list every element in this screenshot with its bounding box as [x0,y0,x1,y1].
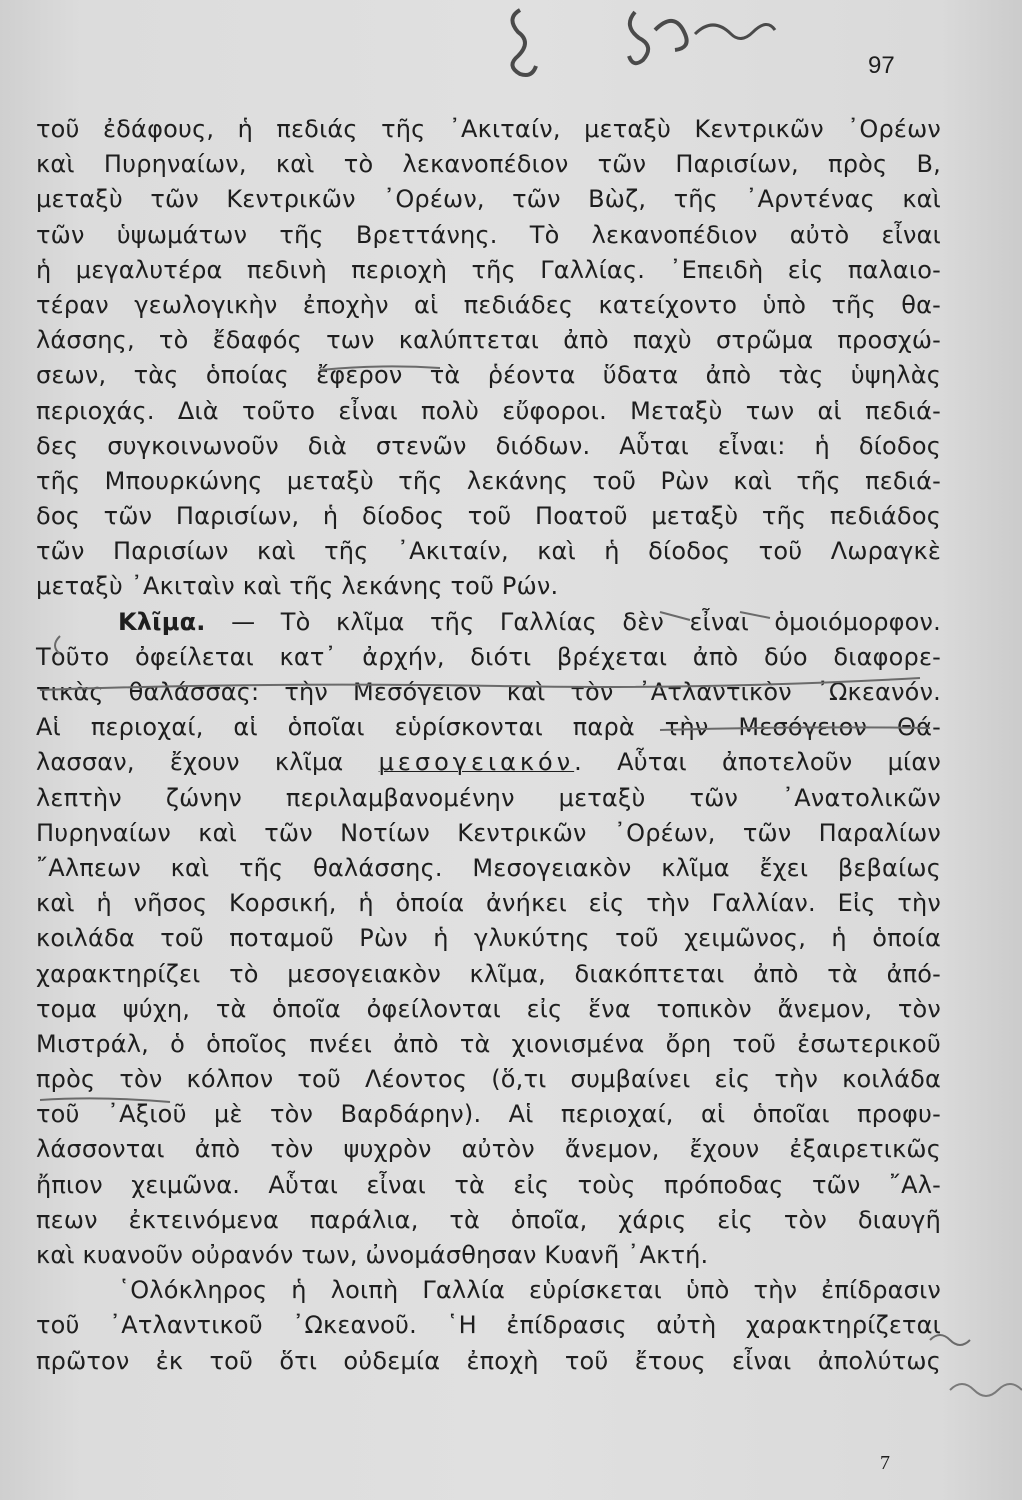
text-line: τέραν γεωλογικὴν ἐποχὴν αἱ πεδιάδες κατείχοντο ὑπὸ τῆς θα- [36,290,941,319]
text-line: τῆς Μπουρκώνης μεταξὺ τῆς λεκάνης τοῦ Ρὼν καὶ τῆς πεδιά- [36,466,941,495]
text-line: δος τῶν Παρισίων, ἡ δίοδος τοῦ Ποατοῦ μεταξὺ τῆς πεδιάδος [36,502,941,531]
text-line: πρὸς τὸν κόλπον τοῦ Λέοντος (ὅ,τι συμβαίνει εἰς τὴν κοιλάδα [36,1065,941,1094]
text-line: λάσσης, τὸ ἔδαφός των καλύπτεται ἀπὸ παχὺ στρῶμα προσχώ- [36,326,941,355]
text-line: ῎Αλπεων καὶ τῆς θαλάσσης. Μεσογειακὸν κλῖμα ἔχει βεβαίως [36,853,941,882]
text-line: Τοῦτο ὀφείλεται κατ᾿ ἀρχήν, διότι βρέχεται ἀπὸ δύο διαφορε- [36,642,941,671]
section-heading-climate: Κλῖμα. [118,607,206,636]
climate-heading-line [36,605,941,640]
text-line: Αἱ περιοχαί, αἱ ὁποῖαι εὑρίσκονται παρὰ τὴν Μεσόγειον Θά- [36,713,941,742]
text-line: λεπτὴν ζώνην περιλαμβανομένην μεταξὺ τῶν ᾿Ανατολικῶν [36,783,941,812]
text-line: τοῦ ᾿Αξιοῦ μὲ τὸν Βαρδάρην). Αἱ περιοχαί, αἱ ὁποῖαι προφυ- [36,1100,941,1129]
text-line: τοῦ ἐδάφους, ἡ πεδιάς τῆς ᾿Ακιταίν, μεταξὺ Κεντρικῶν ᾿Ορέων [36,115,941,143]
text-line: ῾Ολόκληρος ἡ λοιπὴ Γαλλία εὑρίσκεται ὑπὸ τὴν ἐπίδρασιν [118,1276,941,1305]
text-line: τῶν Παρισίων καὶ τῆς ᾿Ακιταίν, καὶ ἡ δίοδος τοῦ Λωραγκὲ [36,537,941,566]
text-line: τομα ψύχη, τὰ ὁποῖα ὀφείλονται εἰς ἕνα τοπικὸν ἄνεμον, τὸν [36,994,941,1023]
text-line: πρῶτον ἐκ τοῦ ὅτι οὐδεμία ἐποχὴ τοῦ ἔτους εἶναι ἀπολύτως [36,1346,941,1375]
text-line: περιοχάς. Διὰ τοῦτο εἶναι πολὺ εὔφοροι. Μεταξὺ των αἱ πεδιά- [36,396,941,425]
text-line: χαρακτηρίζει τὸ μεσογειακὸν κλῖμα, διακόπτεται ἀπὸ τὰ ἀπό- [36,959,941,988]
text-span: — Τὸ κλῖμα τῆς Γαλλίας δὲν εἶναι ὁμοιόμορφον. [205,607,941,636]
text-line: λάσσονται ἀπὸ τὸν ψυχρὸν αὐτὸν ἄνεμον, ἔχουν ἐξαιρετικῶς [36,1135,941,1164]
signature-mark: 7 [880,1452,890,1474]
text-line: Μιστράλ, ὁ ὁποῖος πνέει ἀπὸ τὰ χιονισμένα ὄρη τοῦ ἐσωτερικοῦ [36,1029,941,1058]
text-line: τῶν ὑψωμάτων τῆς Βρεττάνης. Τὸ λεκανοπέδιον αὐτὸ εἶναι [36,220,941,249]
text-line: τικὰς θαλάσσας: τὴν Μεσόγειον καὶ τὸν ᾿Ατλαντικὸν ᾿Ωκεανόν. [36,678,941,706]
emphasized-term: μεσογειακόν [378,748,575,777]
text-line: κοιλάδα τοῦ ποταμοῦ Ρὼν ἡ γλυκύτης τοῦ χειμῶνος, ἡ ὁποία [36,924,941,953]
text-line: μεταξὺ ᾿Ακιταὶν καὶ τῆς λεκάνης τοῦ Ρών. [36,572,559,601]
handwritten-pencil-scribble [480,0,840,80]
text-line: ἡ μεγαλυτέρα πεδινὴ περιοχὴ τῆς Γαλλίας. ᾿Επειδὴ εἰς παλαιο- [36,255,941,284]
text-line: καὶ κυανοῦν οὐρανόν των, ὠνομάσθησαν Κυανῆ ᾿Ακτή. [36,1241,709,1269]
text-line [36,745,941,780]
text-line: τοῦ ᾿Ατλαντικοῦ ᾿Ωκεανοῦ. ῾Η ἐπίδρασις αὐτὴ χαρακτηρίζεται [36,1311,941,1340]
text-line: δες συγκοινωνοῦν διὰ στενῶν διόδων. Αὗται εἶναι: ἡ δίοδος [36,431,941,460]
text-line: μεταξὺ τῶν Κεντρικῶν ᾿Ορέων, τῶν Βὼζ, τῆς ᾿Αρντένας καὶ [36,185,941,214]
text-line: ἤπιον χειμῶνα. Αὗται εἶναι τὰ εἰς τοὺς πρόποδας τῶν ῎Αλ- [36,1170,941,1199]
text-line: πεων ἐκτεινόμενα παράλια, τὰ ὁποῖα, χάρις εἰς τὸν διαυγῆ [36,1205,941,1234]
text-line: καὶ ἡ νῆσος Κορσική, ἡ ὁποία ἀνήκει εἰς τὴν Γαλλίαν. Εἰς τὴν [36,889,941,918]
text-line: καὶ Πυρηναίων, καὶ τὸ λεκανοπέδιον τῶν Παρισίων, πρὸς Β, [36,150,941,179]
text-span: λασσαν, ἔχουν κλῖμα [36,748,379,777]
text-line: σεων, τὰς ὁποίας ἔφερον τὰ ῥέοντα ὕδατα ἀπὸ τὰς ὑψηλὰς [36,361,941,390]
text-span: . Αὗται ἀποτελοῦν μίαν [574,748,941,777]
text-body [36,112,941,1379]
page-number: 97 [868,52,895,79]
text-line: Πυρηναίων καὶ τῶν Νοτίων Κεντρικῶν ᾿Ορέων, τῶν Παραλίων [36,818,941,847]
